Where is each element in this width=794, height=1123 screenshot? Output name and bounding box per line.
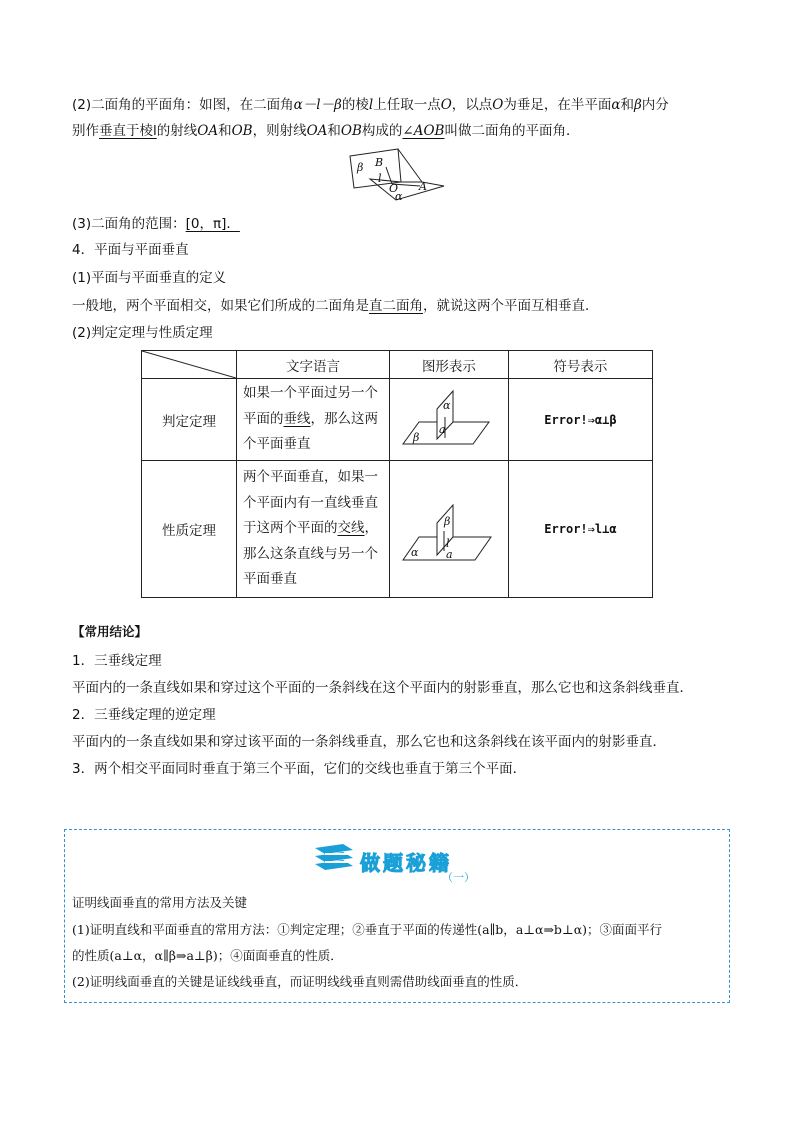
- row-text: [237, 379, 390, 461]
- formula: OB: [340, 123, 362, 139]
- table-header-row: [142, 351, 653, 379]
- tips-heading: 证明线面垂直的常用方法及关键: [72, 895, 248, 910]
- text: (2)二面角的平面角：如图，在二面角: [72, 97, 294, 113]
- formula: β: [633, 97, 642, 113]
- formula: α－l－β: [293, 97, 342, 113]
- text: 两个平面垂直，如果一: [243, 469, 378, 486]
- underlined-term: 直二面角: [369, 298, 423, 314]
- tips-banner-title: 做题秘籍: [360, 851, 452, 875]
- row-text: [237, 461, 390, 598]
- conclusion-2-title: 2．三垂线定理的逆定理: [72, 707, 216, 723]
- tips-banner-sub: （一）: [442, 871, 475, 884]
- table-row: [142, 461, 653, 598]
- text: 一般地，两个平面相交，如果它们所成的二面角是: [72, 298, 369, 314]
- header-figure: 图形表示: [390, 351, 509, 379]
- text: (3)二面角的范围：: [72, 216, 186, 232]
- text: 叫做二面角的平面角．: [444, 123, 580, 139]
- underlined-term: 垂线: [283, 410, 311, 427]
- conclusion-1-text: 平面内的一条直线如果和穿过这个平面的一条斜线在这个平面内的射影垂直，那么它也和这条斜线垂直．: [72, 680, 693, 696]
- label-beta: β: [357, 161, 364, 174]
- text: ，那么这两: [310, 410, 378, 427]
- formula: α: [611, 97, 621, 113]
- underlined-term: 垂直于棱l: [99, 123, 157, 139]
- dihedral-angle-diagram: [346, 146, 448, 204]
- books-icon: [313, 842, 355, 874]
- dihedral-range: [72, 214, 240, 234]
- text: 上任取一点: [373, 97, 441, 113]
- row-figure: [390, 461, 509, 598]
- formula: OA: [197, 123, 219, 139]
- tips-line-3: (2)证明线面垂直的关键是证线线垂直，而证明线线垂直则需借助线面垂直的性质．: [72, 974, 528, 989]
- theorem-table: [141, 350, 653, 598]
- header-text-language: 文字语言: [237, 351, 390, 379]
- row-name: 性质定理: [142, 461, 237, 598]
- text: 个平面内有一直线垂直: [243, 494, 378, 511]
- label-beta: β: [443, 515, 451, 528]
- label-l: l: [445, 537, 450, 550]
- label-o: O: [389, 182, 399, 195]
- text: 的棱: [341, 97, 369, 113]
- text: 和: [218, 123, 232, 139]
- label-a: A: [419, 180, 427, 193]
- label-l: l: [378, 172, 382, 185]
- label-alpha: α: [442, 398, 451, 412]
- formula: OB: [231, 123, 253, 139]
- text: 于这两个平面的: [243, 520, 338, 537]
- label-b: B: [375, 156, 384, 169]
- text: 内分: [641, 97, 669, 113]
- underlined-term: 交线: [337, 520, 365, 537]
- table-row: [142, 379, 653, 461]
- conclusions-heading: 【常用结论】: [72, 624, 148, 639]
- theorem-heading: (2)判定定理与性质定理: [72, 325, 213, 341]
- text: ，以点: [451, 97, 493, 113]
- header-symbol: 符号表示: [508, 351, 652, 379]
- definition-heading: (1)平面与平面垂直的定义: [72, 270, 227, 286]
- diagonal-header-cell: [142, 351, 237, 379]
- plane-angle-line-2: [72, 121, 579, 141]
- label-beta: β: [412, 430, 420, 444]
- text: ，就说这两个平面互相垂直．: [423, 298, 599, 314]
- property-figure: [399, 487, 499, 567]
- text: 的射线: [156, 123, 198, 139]
- row-symbol: Error!⇒α⊥β: [508, 379, 652, 461]
- text: 如果一个平面过另一个: [243, 385, 378, 402]
- label-a: a: [438, 422, 446, 436]
- tips-line-2: 的性质(a⊥α，α∥β⇒a⊥β)；④面面垂直的性质．: [72, 948, 343, 963]
- underlined-term: [0，π]．: [185, 216, 240, 232]
- text: ，则射线: [252, 123, 307, 139]
- conclusion-3-text: 3．两个相交平面同时垂直于第三个平面，它们的交线也垂直于第三个平面．: [72, 761, 527, 777]
- row-figure: [390, 379, 509, 461]
- tips-line-1: (1)证明直线和平面垂直的常用方法：①判定定理；②垂直于平面的传递性(a∥b，a⊥α⇒b⊥α)；③面面平行: [72, 922, 663, 937]
- text-line: [243, 407, 383, 433]
- text: 那么这条直线与另一个: [243, 545, 378, 562]
- label-alpha: α: [410, 546, 419, 559]
- text: 平面的: [243, 410, 284, 427]
- text: 别作: [72, 123, 99, 139]
- text: 平面垂直: [243, 571, 297, 588]
- text-line: [243, 516, 383, 542]
- underlined-term: ∠AOB: [402, 123, 445, 139]
- text: 构成的: [361, 123, 403, 139]
- conclusion-1-title: 1．三垂线定理: [72, 653, 162, 669]
- criterion-figure: [399, 385, 499, 451]
- formula: O: [440, 97, 452, 113]
- section-heading: 4．平面与平面垂直: [72, 242, 189, 258]
- text: 个平面垂直: [243, 436, 311, 453]
- plane-angle-line-1: [72, 95, 669, 115]
- definition-text: [72, 296, 599, 316]
- text: 和: [620, 97, 634, 113]
- row-name: 判定定理: [142, 379, 237, 461]
- conclusion-2-text: 平面内的一条直线如果和穿过该平面的一条斜线垂直，那么它也和这条斜线在该平面内的射影垂直．: [72, 734, 666, 750]
- text: 为垂足，在半平面: [503, 97, 612, 113]
- label-alpha: α: [395, 190, 403, 203]
- formula: OA: [306, 123, 328, 139]
- label-a: a: [445, 548, 453, 561]
- formula: l: [368, 97, 374, 113]
- text: ，: [364, 520, 378, 537]
- row-symbol: Error!⇒l⊥α: [508, 461, 652, 598]
- diagonal-line: [142, 351, 236, 378]
- text: 和: [327, 123, 341, 139]
- formula: O: [492, 97, 504, 113]
